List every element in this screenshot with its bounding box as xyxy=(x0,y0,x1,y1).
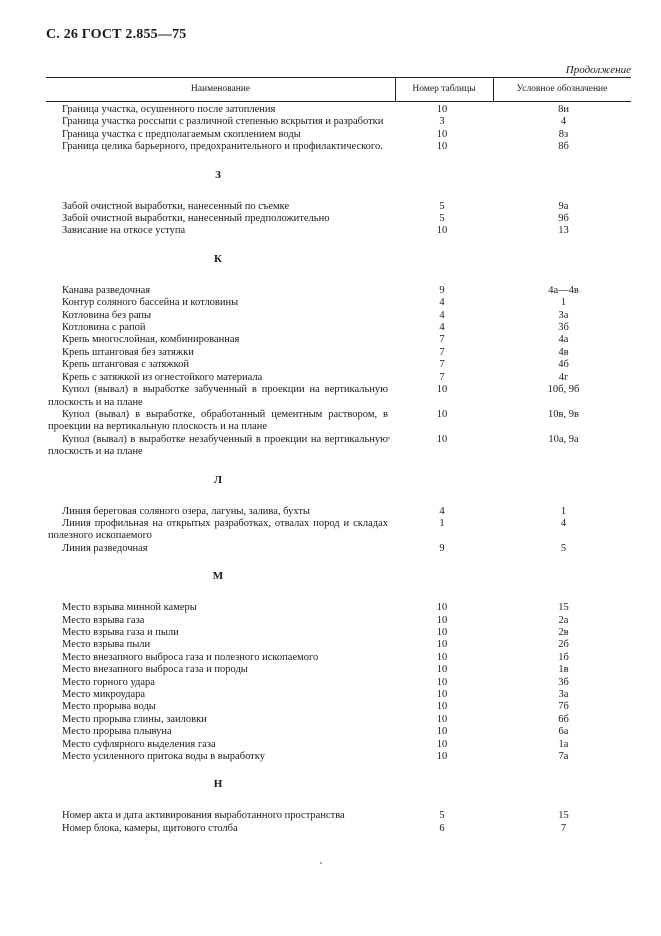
row-symbol: 4а—4в xyxy=(548,284,579,296)
row-name: Котловина с рапой xyxy=(62,322,146,334)
row-table-number: 10 xyxy=(436,751,448,763)
table-row xyxy=(0,639,661,651)
table-row xyxy=(0,322,661,334)
row-name: Граница участка с предполагаемым скоплением воды xyxy=(62,128,301,140)
row-table-number: 7 xyxy=(439,371,445,383)
page-header: С. 26 ГОСТ 2.855—75 xyxy=(46,27,187,42)
row-table-number: 10 xyxy=(436,664,448,676)
row-name: Линия профильная на открытых разработках, отвалах пород и складах полезного ископаемого xyxy=(48,517,388,542)
row-name: Граница целика барьерного, предохранительного и профилактического. xyxy=(62,141,383,153)
row-symbol: 1в xyxy=(558,664,569,676)
row-symbol: 1 xyxy=(560,297,567,309)
row-table-number: 7 xyxy=(439,334,445,346)
row-symbol: 7а xyxy=(558,751,569,763)
row-table-number: 5 xyxy=(439,200,445,212)
row-name: Место прорыва плывуна xyxy=(62,726,172,738)
row-name: Зависание на откосе уступа xyxy=(62,225,186,237)
table-row xyxy=(0,116,661,128)
row-name: Контур соляного бассейна и котловины xyxy=(62,297,239,309)
section-letter: З xyxy=(215,168,221,181)
scan-speck xyxy=(388,437,390,439)
table-row xyxy=(0,823,661,835)
continued-label: Продолжение xyxy=(565,64,631,76)
row-table-number: 10 xyxy=(436,433,448,445)
row-table-number: 10 xyxy=(436,128,448,140)
table-row xyxy=(0,384,661,409)
row-table-number: 10 xyxy=(436,225,448,237)
row-name: Место взрыва газа xyxy=(62,614,145,626)
row-symbol: 15 xyxy=(558,602,569,614)
row-name: Купол (вывал) в выработке забученный в проекции на вертикальную плоскость и на плане xyxy=(48,384,388,408)
table-row xyxy=(0,310,661,322)
row-table-number: 10 xyxy=(436,614,448,626)
table-row xyxy=(0,543,661,555)
row-symbol: 3а xyxy=(558,309,569,321)
row-symbol: 3б xyxy=(558,676,569,688)
row-name: Крепь с затяжкой из огнестойкого материала xyxy=(62,371,263,383)
row-symbol: 4г xyxy=(558,371,569,383)
row-name: Место прорыва воды xyxy=(62,701,156,713)
row-table-number: 10 xyxy=(436,689,448,700)
row-name: Место горного удара xyxy=(62,676,155,688)
table-row xyxy=(0,225,661,237)
row-name: Номер блока, камеры, щитового столба xyxy=(62,822,238,834)
table-row xyxy=(0,334,661,346)
table-row xyxy=(0,615,661,627)
table-row xyxy=(0,141,661,153)
row-name: Номер акта и дата активирования выработанного пространства xyxy=(62,810,345,822)
row-table-number: 10 xyxy=(436,651,448,663)
row-table-number: 10 xyxy=(436,384,448,396)
row-name: Граница участка россыпи с различной степенью вскрытия и разработки xyxy=(62,116,384,128)
row-name: Котловина без рапы xyxy=(62,309,152,321)
column-header-symbol: Условное обозначение xyxy=(516,84,608,94)
table-row xyxy=(0,726,661,738)
table-row xyxy=(0,714,661,726)
table-body xyxy=(0,104,661,835)
row-table-number: 7 xyxy=(439,359,445,371)
row-symbol: 9а xyxy=(558,200,569,212)
row-table-number: 9 xyxy=(439,284,445,296)
section-letter: Н xyxy=(213,778,223,791)
table-row xyxy=(0,409,661,434)
row-symbol: 8з xyxy=(558,128,569,140)
row-name: Купол (вывал) в выработке, обработанный цементным раствором, в проекции на вертикальную плоскость и на плане xyxy=(48,408,388,433)
row-name: Забой очистной выработки, нанесенный по съемке xyxy=(62,200,290,212)
table-row xyxy=(0,810,661,822)
row-table-number: 4 xyxy=(439,505,445,517)
row-symbol: 7б xyxy=(558,701,569,713)
row-table-number: 10 xyxy=(436,141,448,153)
row-symbol: 8и xyxy=(558,104,569,115)
row-table-number: 10 xyxy=(436,726,448,738)
row-name: Место суфлярного выделения газа xyxy=(62,738,216,750)
row-symbol: 2а xyxy=(558,614,569,626)
row-name: Крепь штанговая с затяжкой xyxy=(62,359,190,371)
row-table-number: 10 xyxy=(436,713,448,725)
table-row xyxy=(0,751,661,763)
table-row xyxy=(0,104,661,116)
row-table-number: 10 xyxy=(436,676,448,688)
table-row xyxy=(0,627,661,639)
row-symbol: 7 xyxy=(560,822,567,834)
table-row xyxy=(0,652,661,664)
row-symbol: 10а, 9а xyxy=(548,433,579,445)
row-symbol: 4а xyxy=(558,334,569,346)
row-name: Забой очистной выработки, нанесенный предположительно xyxy=(62,213,330,225)
row-table-number: 5 xyxy=(439,213,445,225)
row-name: Крепь штанговая без затяжки xyxy=(62,346,194,358)
row-name: Место усиленного притока воды в выработку xyxy=(62,751,265,763)
table-row xyxy=(0,739,661,751)
table-row xyxy=(0,664,661,676)
section-letter: М xyxy=(212,570,224,583)
row-table-number: 4 xyxy=(439,322,445,334)
table-row xyxy=(0,689,661,701)
row-table-number: 10 xyxy=(436,104,448,115)
row-symbol: 5 xyxy=(560,542,567,554)
table-row xyxy=(0,506,661,518)
table-row xyxy=(0,434,661,459)
row-symbol: 2в xyxy=(558,626,569,638)
row-table-number: 6 xyxy=(439,822,445,834)
table-row xyxy=(0,701,661,713)
table-row xyxy=(0,285,661,297)
row-symbol: 1 xyxy=(560,505,567,517)
row-symbol: 15 xyxy=(558,810,569,822)
row-symbol: 13 xyxy=(558,225,569,237)
row-symbol: 10б, 9б xyxy=(547,384,580,396)
row-table-number: 5 xyxy=(439,810,445,822)
row-symbol: 1б xyxy=(558,651,569,663)
row-name: Место взрыва пыли xyxy=(62,639,151,651)
row-symbol: 2б xyxy=(558,639,569,651)
row-symbol: 6а xyxy=(558,726,569,738)
row-name: Канава разведочная xyxy=(62,284,151,296)
row-name: Граница участка, осушенного после затопления xyxy=(62,104,276,115)
row-table-number: 10 xyxy=(436,738,448,750)
row-table-number: 10 xyxy=(436,639,448,651)
row-table-number: 4 xyxy=(439,297,445,309)
row-table-number: 10 xyxy=(436,408,448,420)
row-name: Место прорыва глины, заиловки xyxy=(62,713,207,725)
table-row xyxy=(0,213,661,225)
table-row xyxy=(0,129,661,141)
section-letter: Л xyxy=(213,473,223,486)
row-table-number: 4 xyxy=(439,309,445,321)
row-symbol: 4 xyxy=(560,116,567,128)
table-row xyxy=(0,201,661,213)
row-symbol: 9б xyxy=(558,213,569,225)
row-table-number: 10 xyxy=(436,701,448,713)
row-table-number: 9 xyxy=(439,542,445,554)
row-name: Место микроудара xyxy=(62,689,146,700)
table-row xyxy=(0,677,661,689)
row-table-number: 7 xyxy=(439,346,445,358)
row-symbol: 6б xyxy=(558,713,569,725)
table-row xyxy=(0,602,661,614)
row-name: Линия береговая соляного озера, лагуны, залива, бухты xyxy=(62,505,310,517)
row-symbol: 1а xyxy=(558,738,569,750)
row-name: Место внезапного выброса газа и породы xyxy=(62,664,248,676)
row-symbol: 3б xyxy=(558,322,569,334)
table-row xyxy=(0,372,661,384)
row-name: Купол (вывал) в выработке незабученный в проекции на вертикальную плоскость и на плане xyxy=(48,433,388,458)
column-header-name: Наименование xyxy=(190,84,251,94)
row-symbol: 3а xyxy=(558,689,569,700)
row-name: Крепь многослойная, комбинированная xyxy=(62,334,240,346)
row-symbol: 10в, 9в xyxy=(548,408,579,420)
row-table-number: 10 xyxy=(436,602,448,614)
row-symbol: 4б xyxy=(558,359,569,371)
column-header-table-no: Номер таблицы xyxy=(412,84,476,94)
row-symbol: 4 xyxy=(560,517,567,529)
table-row xyxy=(0,297,661,309)
table-header-rule xyxy=(46,101,631,102)
row-name: Линия разведочная xyxy=(62,542,148,554)
row-name: Место взрыва минной камеры xyxy=(62,602,197,614)
row-symbol: 4в xyxy=(558,346,569,358)
scan-speck xyxy=(320,862,322,864)
row-table-number: 3 xyxy=(439,116,445,128)
row-table-number: 10 xyxy=(436,626,448,638)
row-name: Место внезапного выброса газа и полезного ископаемого xyxy=(62,651,319,663)
table-row xyxy=(0,518,661,543)
section-letter: К xyxy=(214,252,222,265)
table-row xyxy=(0,359,661,371)
row-symbol: 8б xyxy=(558,141,569,153)
table-row xyxy=(0,347,661,359)
row-table-number: 1 xyxy=(439,517,445,529)
row-name: Место взрыва газа и пыли xyxy=(62,626,179,638)
